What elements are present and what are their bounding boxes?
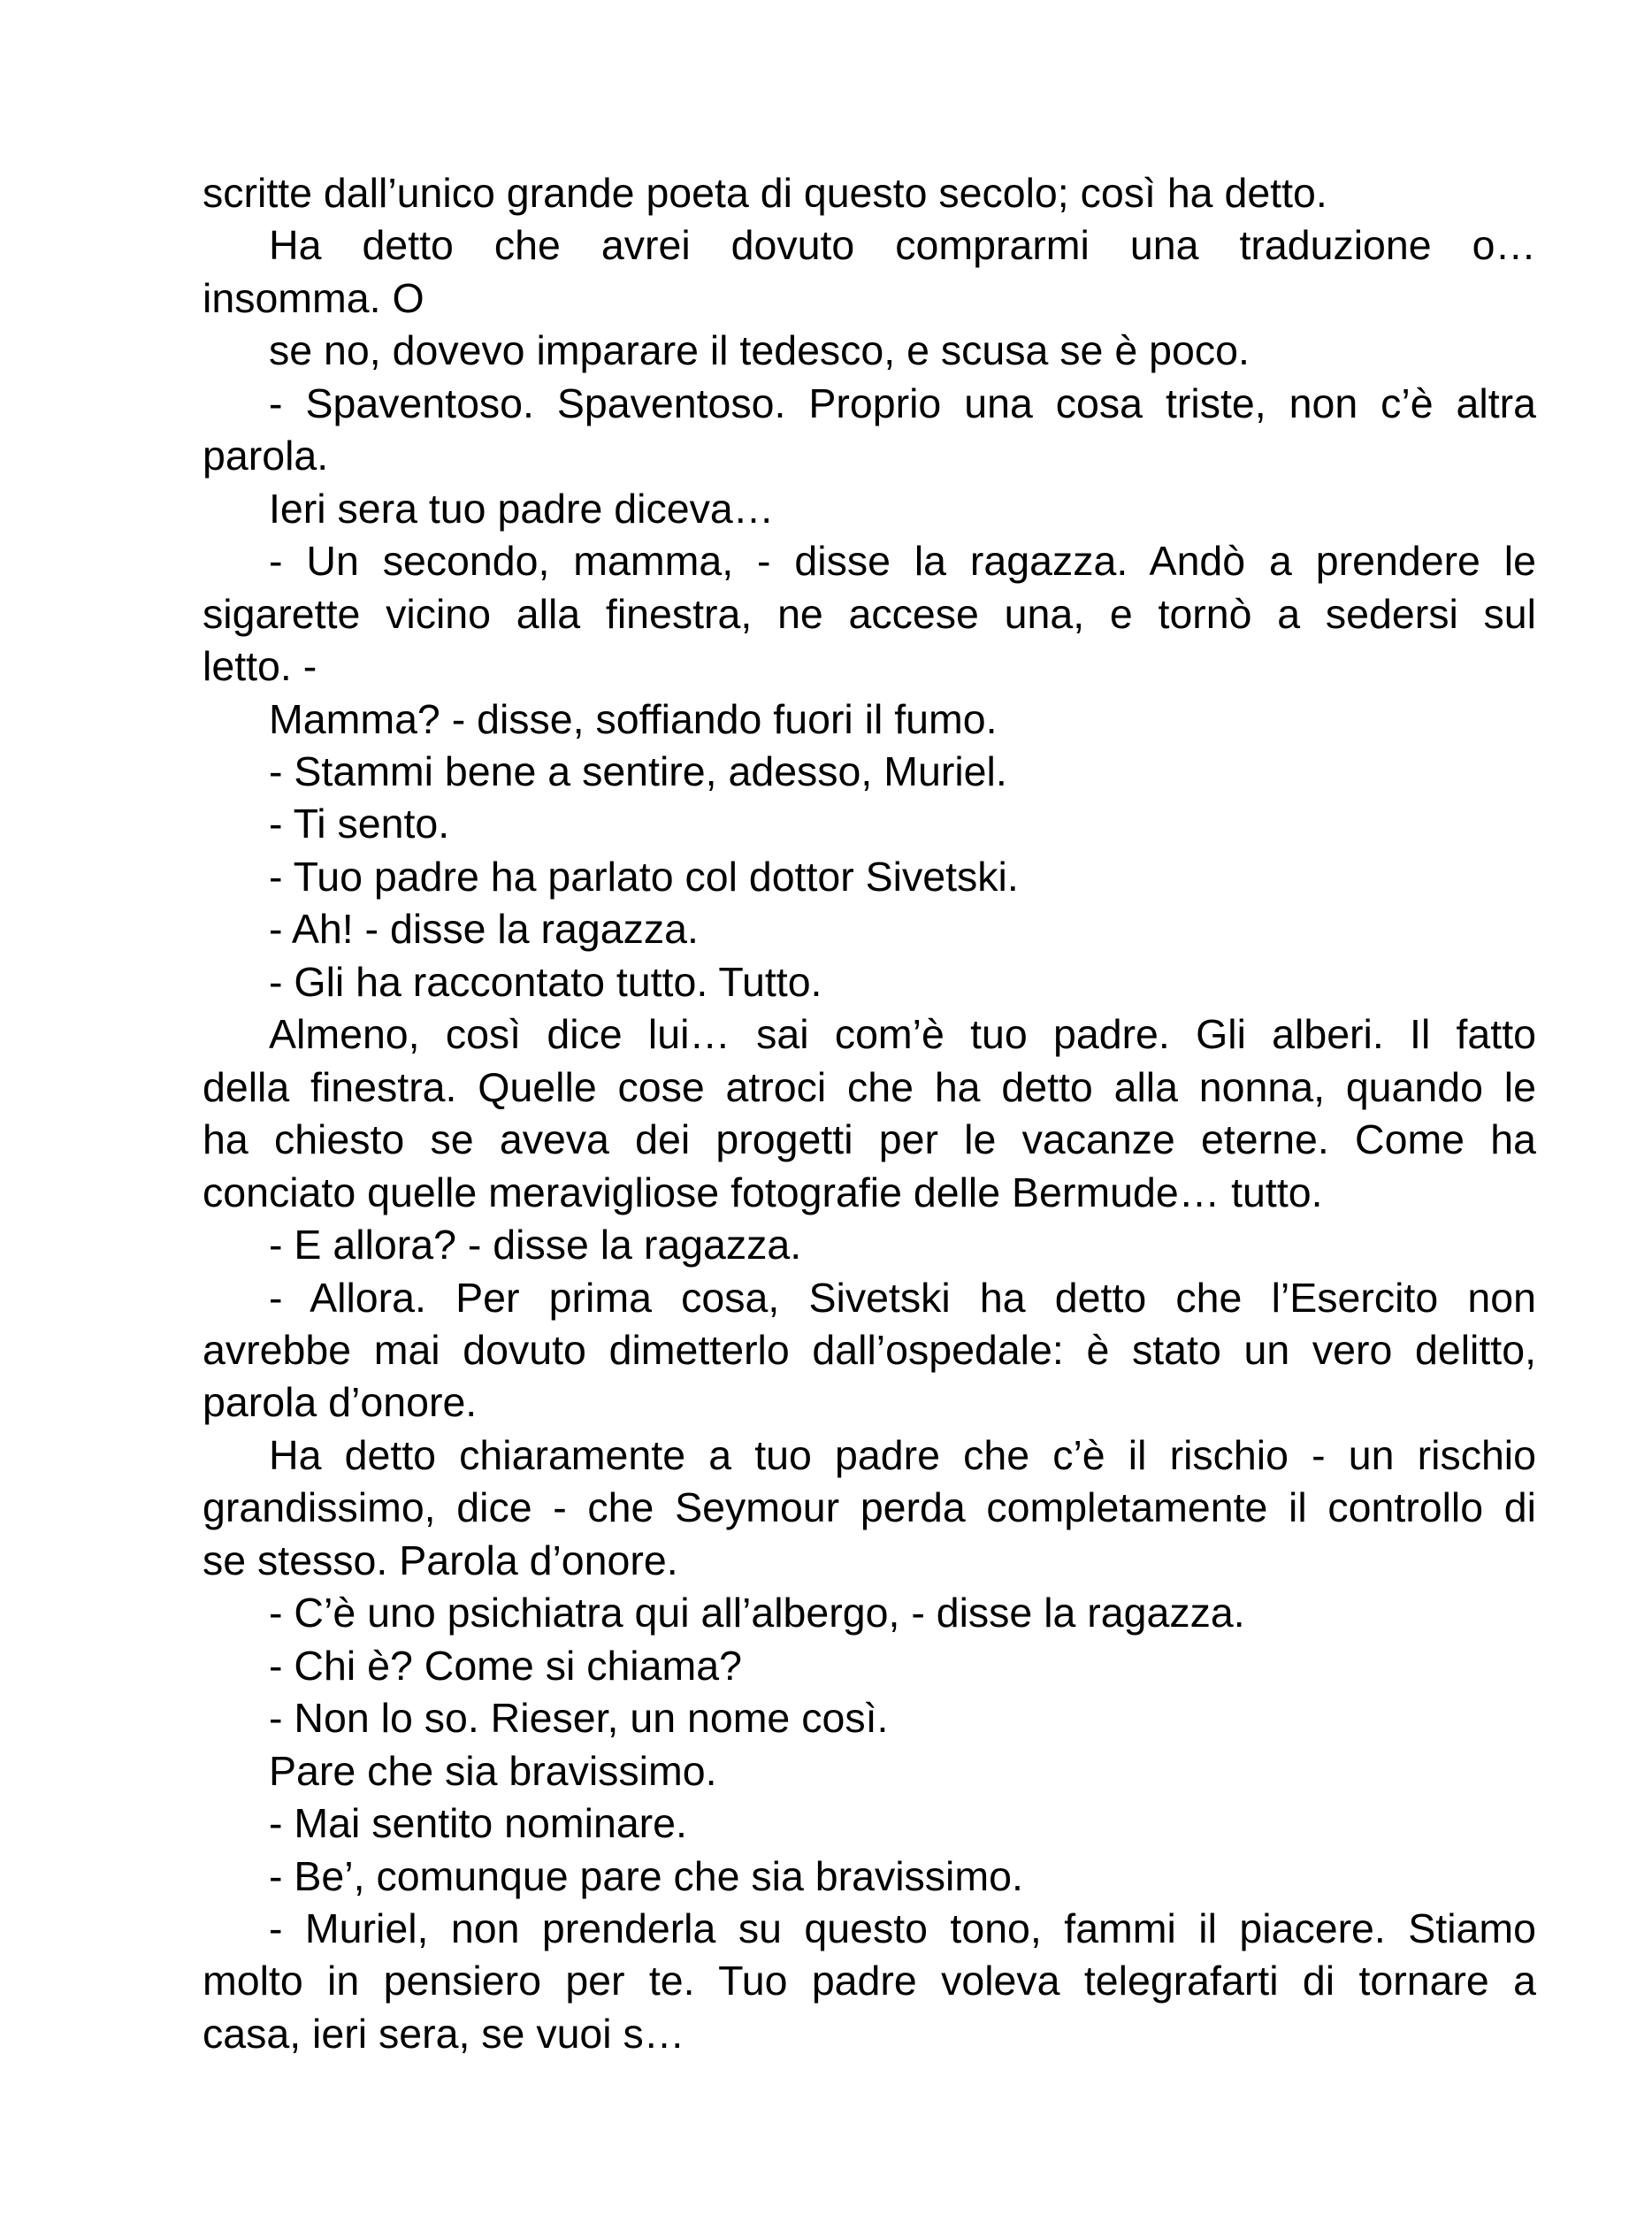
text-line: letto. - xyxy=(203,643,317,690)
text-line: - Stammi bene a sentire, adesso, Muriel. xyxy=(269,747,1007,794)
text-line: - Spaventoso. Spaventoso. Proprio una cosa triste, non c’è altra xyxy=(269,379,1536,426)
text-line: sigarette vicino alla finestra, ne accese una, e tornò a sedersi sul xyxy=(203,590,1536,637)
text-line: Ha detto chiaramente a tuo padre che c’è il rischio - un rischio xyxy=(269,1431,1536,1478)
text-line: - Allora. Per prima cosa, Sivetski ha detto che l’Esercito non xyxy=(269,1274,1536,1321)
page-text-body xyxy=(203,167,1536,2060)
text-line: - E allora? - disse la ragazza. xyxy=(269,1222,802,1268)
text-line: - Gli ha raccontato tutto. Tutto. xyxy=(269,958,822,1005)
text-line: se no, dovevo imparare il tedesco, e scusa se è poco. xyxy=(269,327,1250,374)
text-line: - Non lo so. Rieser, un nome così. xyxy=(269,1695,889,1742)
text-line: molto in pensiero per te. Tuo padre voleva telegrafarti di tornare a xyxy=(203,1958,1536,2004)
text-line: se stesso. Parola d’onore. xyxy=(203,1537,678,1583)
text-line: Almeno, così dice lui… sai com’è tuo padre. Gli alberi. Il fatto xyxy=(269,1011,1536,1058)
text-line: parola d’onore. xyxy=(203,1379,478,1426)
text-line: conciato quelle meravigliose fotografie delle Bermude… tutto. xyxy=(203,1169,1323,1215)
text-line: - C’è uno psichiatra qui all’albergo, - disse la ragazza. xyxy=(269,1590,1245,1636)
text-line: - Muriel, non prenderla su questo tono, fammi il piacere. Stiamo xyxy=(269,1905,1536,1951)
text-line: casa, ieri sera, se vuoi s… xyxy=(203,2010,685,2057)
text-line: grandissimo, dice - che Seymour perda completamente il controllo di xyxy=(203,1484,1536,1531)
text-line: scritte dall’unico grande poeta di questo secolo; così ha detto. xyxy=(203,170,1327,216)
text-line: - Ah! - disse la ragazza. xyxy=(269,906,699,953)
text-line: ha chiesto se aveva dei progetti per le vacanze eterne. Come ha xyxy=(203,1116,1536,1163)
text-line: insomma. O xyxy=(203,274,424,321)
text-line: della finestra. Quelle cose atroci che ha detto alla nonna, quando le xyxy=(203,1063,1536,1110)
text-line: parola. xyxy=(203,433,329,479)
text-line: - Ti sento. xyxy=(269,801,450,847)
text-line: Mamma? - disse, soffiando fuori il fumo. xyxy=(269,695,998,742)
text-line: - Be’, comunque pare che sia bravissimo. xyxy=(269,1852,1023,1899)
text-line: - Un secondo, mamma, - disse la ragazza. Andò a prendere le xyxy=(269,538,1536,585)
text-line: - Chi è? Come si chiama? xyxy=(269,1642,742,1689)
text-line: Pare che sia bravissimo. xyxy=(269,1747,717,1794)
text-line: Ieri sera tuo padre diceva… xyxy=(269,485,775,532)
text-line: - Tuo padre ha parlato col dottor Sivetski. xyxy=(269,853,1019,900)
text-line: avrebbe mai dovuto dimetterlo dall’ospedale: è stato un vero delitto, xyxy=(203,1326,1536,1373)
text-line: Ha detto che avrei dovuto comprarmi una traduzione o… xyxy=(269,222,1536,269)
text-line: - Mai sentito nominare. xyxy=(269,1800,687,1847)
